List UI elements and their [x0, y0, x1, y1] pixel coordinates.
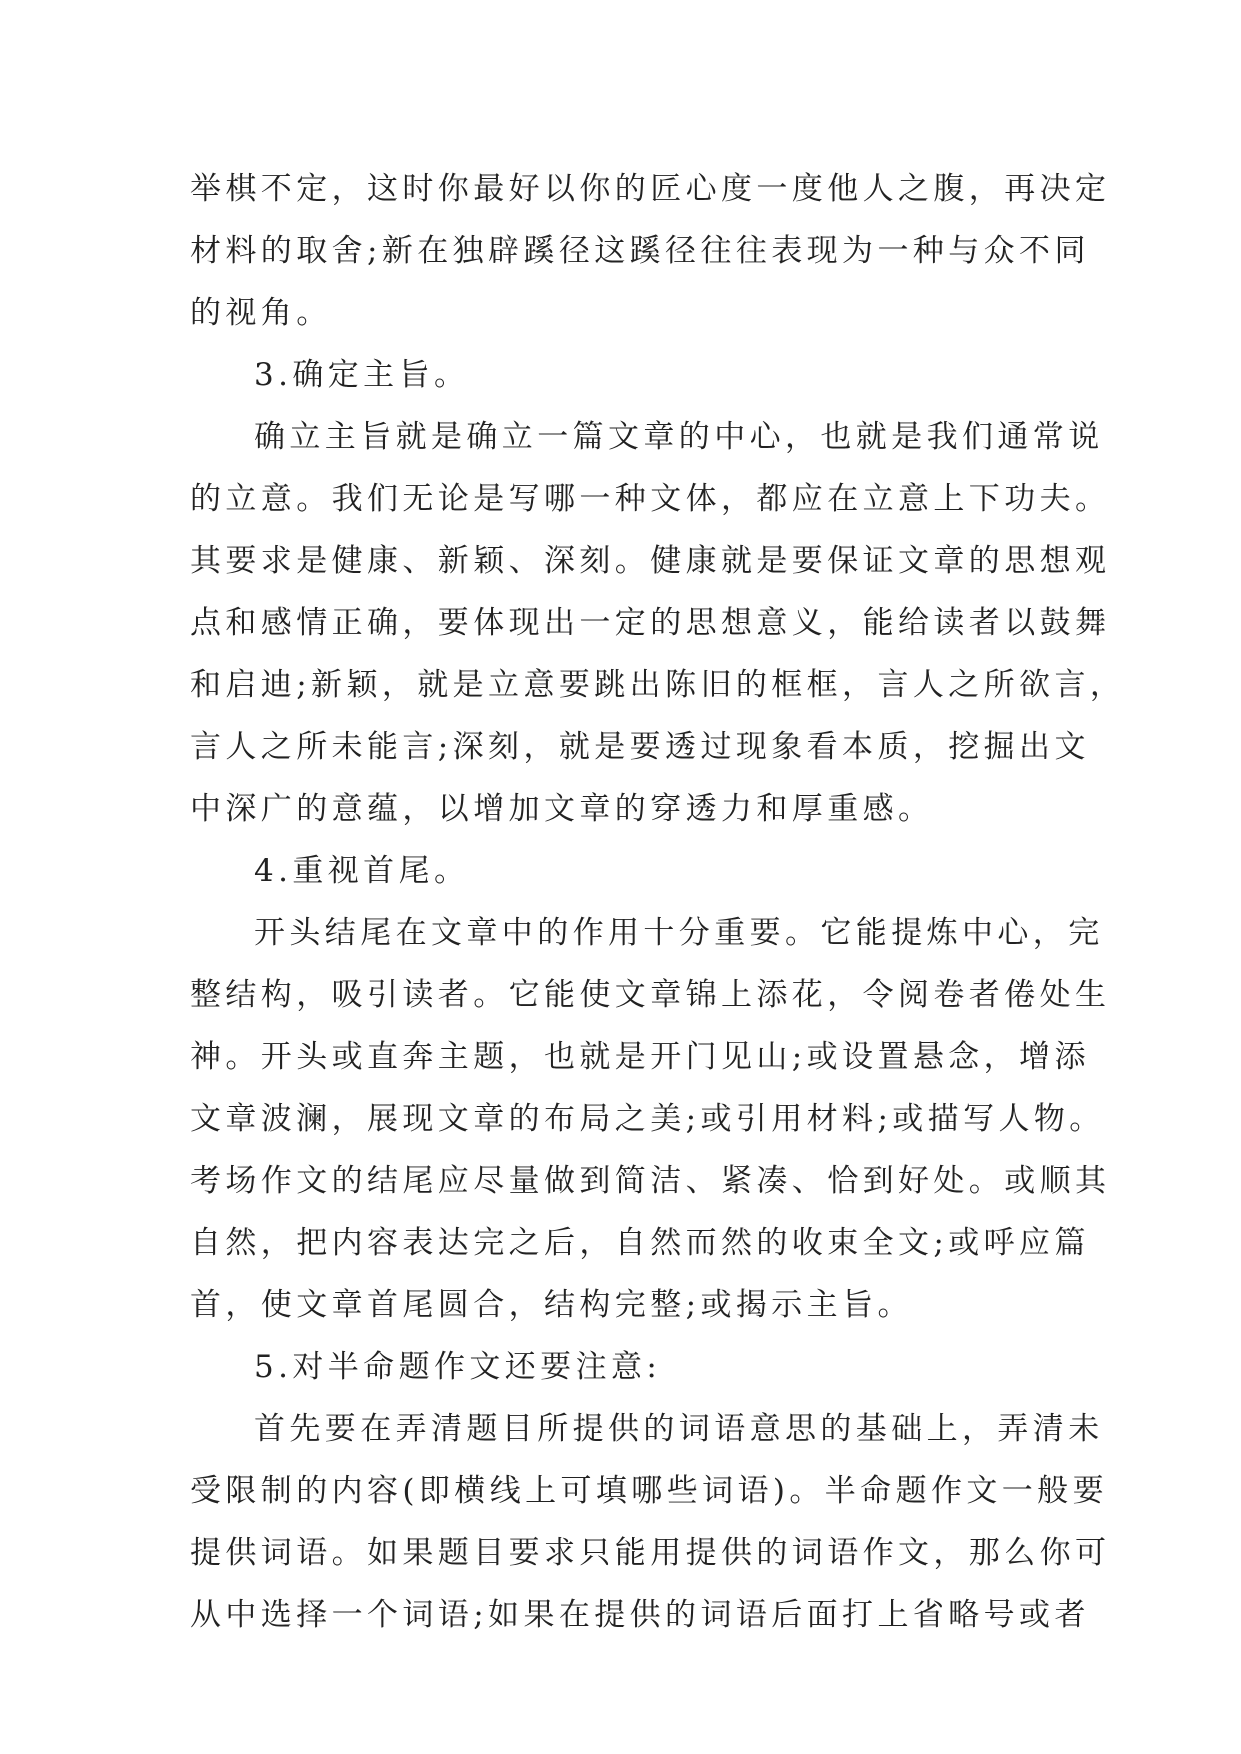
section-heading: 4.重视首尾。 — [254, 853, 470, 889]
text-line: 提供词语。如果题目要求只能用提供的词语作文，那么你可 — [190, 1535, 1111, 1571]
text-line: 确立主旨就是确立一篇文章的中心，也就是我们通常说 — [254, 419, 1104, 455]
text-line: 整结构，吸引读者。它能使文章锦上添花，令阅卷者倦处生 — [190, 977, 1111, 1013]
section-heading: 5.对半命题作文还要注意: — [254, 1349, 662, 1385]
text-line: 从中选择一个词语;如果在提供的词语后面打上省略号或者 — [190, 1597, 1090, 1633]
text-line: 点和感情正确，要体现出一定的思想意义，能给读者以鼓舞 — [190, 605, 1111, 641]
text-line: 其要求是健康、新颖、深刻。健康就是要保证文章的思想观 — [190, 543, 1111, 579]
text-line: 的立意。我们无论是写哪一种文体，都应在立意上下功夫。 — [190, 481, 1111, 517]
text-line: 神。开头或直奔主题，也就是开门见山;或设置悬念，增添 — [190, 1039, 1090, 1075]
text-line: 材料的取舍;新在独辟蹊径这蹊径往往表现为一种与众不同 — [190, 233, 1090, 269]
text-line: 开头结尾在文章中的作用十分重要。它能提炼中心，完 — [254, 915, 1104, 951]
text-line: 首，使文章首尾圆合，结构完整;或揭示主旨。 — [190, 1287, 913, 1323]
text-line: 受限制的内容(即横线上可填哪些词语)。半命题作文一般要 — [190, 1473, 1108, 1509]
text-line: 言人之所未能言;深刻，就是要透过现象看本质，挖掘出文 — [190, 729, 1090, 765]
text-line: 中深广的意蕴，以增加文章的穿透力和厚重感。 — [190, 791, 934, 827]
text-line: 文章波澜，展现文章的布局之美;或引用材料;或描写人物。 — [190, 1101, 1105, 1137]
text-line: 考场作文的结尾应尽量做到简洁、紧凑、恰到好处。或顺其 — [190, 1163, 1111, 1199]
text-line: 举棋不定，这时你最好以你的匠心度一度他人之腹，再决定 — [190, 171, 1111, 207]
text-line: 自然，把内容表达完之后，自然而然的收束全文;或呼应篇 — [190, 1225, 1090, 1261]
text-line: 和启迪;新颖，就是立意要跳出陈旧的框框，言人之所欲言， — [190, 667, 1126, 703]
document-body — [190, 158, 1126, 1646]
text-line: 首先要在弄清题目所提供的词语意思的基础上，弄清未 — [254, 1411, 1104, 1447]
text-line: 的视角。 — [190, 295, 332, 331]
section-heading: 3.确定主旨。 — [254, 357, 470, 393]
